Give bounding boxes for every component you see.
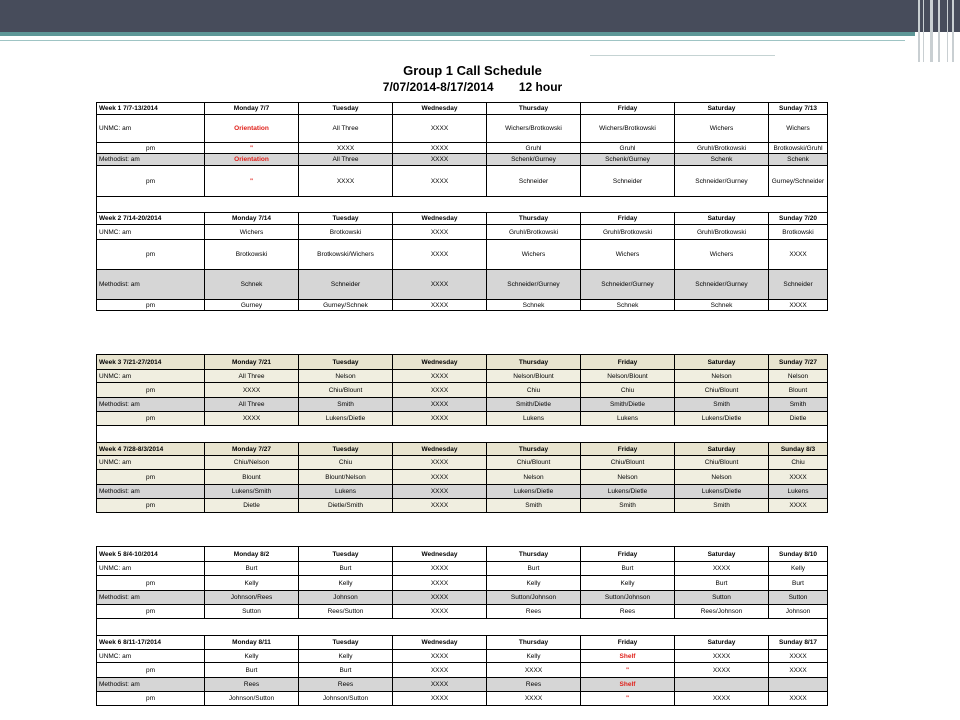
schedule-cell: Schneider/Gurney xyxy=(581,270,675,300)
schedule-cell: XXXX xyxy=(393,240,487,270)
row-label: Methodist: am xyxy=(97,154,205,166)
schedule-cell: XXXX xyxy=(769,650,828,663)
schedule-cell: Lukens xyxy=(299,485,393,499)
schedule-cell: XXXX xyxy=(393,678,487,692)
schedule-cell: Nelson/Blount xyxy=(487,370,581,383)
schedule-cell: Lukens xyxy=(769,485,828,499)
schedule-cell: XXXX xyxy=(675,663,769,678)
schedule-cell: XXXX xyxy=(393,499,487,513)
table-row xyxy=(97,576,828,591)
table-row xyxy=(97,562,828,576)
separator-row xyxy=(97,197,828,213)
column-header: Thursday xyxy=(487,547,581,562)
row-label: Week 6 8/11-17/2014 xyxy=(97,636,205,650)
schedule-cell: Shelf xyxy=(581,678,675,692)
schedule-cell: Gruhl/Brotkowski xyxy=(487,225,581,240)
table-row xyxy=(97,485,828,499)
column-header: Friday xyxy=(581,103,675,115)
column-header: Sunday 8/10 xyxy=(769,547,828,562)
schedule-cell: Smith xyxy=(581,499,675,513)
schedule-cell: XXXX xyxy=(769,663,828,678)
schedule-cell: Rees xyxy=(205,678,299,692)
row-label: pm xyxy=(97,576,205,591)
table-row xyxy=(97,103,828,115)
schedule-cell: Wichers xyxy=(675,115,769,143)
schedule-cell xyxy=(769,678,828,692)
schedule-cell: Kelly xyxy=(769,562,828,576)
schedule-cell: Chiu/Blount xyxy=(675,456,769,470)
row-label: pm xyxy=(97,240,205,270)
schedule-cell: XXXX xyxy=(393,562,487,576)
column-header: Saturday xyxy=(675,443,769,456)
schedule-cell: XXXX xyxy=(675,692,769,706)
table-row xyxy=(97,412,828,426)
column-header: Thursday xyxy=(487,636,581,650)
column-header: Saturday xyxy=(675,636,769,650)
column-header: Saturday xyxy=(675,213,769,225)
table-row xyxy=(97,547,828,562)
row-label: pm xyxy=(97,663,205,678)
schedule-cell: Sutton/Johnson xyxy=(581,591,675,605)
schedule-cell: Schneider xyxy=(769,270,828,300)
row-label: pm xyxy=(97,383,205,398)
schedule-cell: Schnek xyxy=(581,300,675,311)
schedule-cell: Smith xyxy=(487,499,581,513)
schedule-cell: XXXX xyxy=(393,398,487,412)
schedule-cell: Nelson xyxy=(769,370,828,383)
column-header: Saturday xyxy=(675,355,769,370)
schedule-cell: Schneider/Gurney xyxy=(675,166,769,197)
row-label: UNMC: am xyxy=(97,115,205,143)
schedule-cell: Rees xyxy=(299,678,393,692)
row-label: pm xyxy=(97,412,205,426)
schedule-cell: Brotkowski xyxy=(769,225,828,240)
schedule-cell: XXXX xyxy=(487,663,581,678)
schedule-cell: Nelson xyxy=(581,470,675,485)
schedule-cell: XXXX xyxy=(205,383,299,398)
schedule-cell: Lukens xyxy=(487,412,581,426)
schedule-cell: Burt xyxy=(299,663,393,678)
table-row xyxy=(97,383,828,398)
column-header: Monday 7/7 xyxy=(205,103,299,115)
schedule-cell: Nelson xyxy=(487,470,581,485)
schedule-cell: Gruhl/Brotkowski xyxy=(675,143,769,154)
schedule-cell: Schneider/Gurney xyxy=(487,270,581,300)
schedule-cell xyxy=(675,678,769,692)
schedule-cell: Gruhl xyxy=(487,143,581,154)
shift-hours: 12 hour xyxy=(518,80,563,94)
schedule-cell: XXXX xyxy=(393,692,487,706)
schedule-cell: Johnson/Rees xyxy=(205,591,299,605)
row-label: Methodist: am xyxy=(97,591,205,605)
schedule-cell: Smith/Dietle xyxy=(581,398,675,412)
row-label: Week 2 7/14-20/2014 xyxy=(97,213,205,225)
schedule-cell: Sutton xyxy=(205,605,299,619)
schedule-cell: XXXX xyxy=(205,412,299,426)
column-header: Wednesday xyxy=(393,355,487,370)
schedule-cell: XXXX xyxy=(393,663,487,678)
column-header: Saturday xyxy=(675,547,769,562)
schedule-cell: Wichers xyxy=(205,225,299,240)
decor-line xyxy=(947,0,948,62)
schedule-cell: Gurney xyxy=(205,300,299,311)
table-row xyxy=(97,636,828,650)
column-header: Wednesday xyxy=(393,443,487,456)
column-header: Thursday xyxy=(487,355,581,370)
column-header: Tuesday xyxy=(299,103,393,115)
schedule-cell: Chiu/Nelson xyxy=(205,456,299,470)
table-row xyxy=(97,398,828,412)
table-row xyxy=(97,370,828,383)
schedule-cell: All Three xyxy=(299,115,393,143)
column-header: Tuesday xyxy=(299,355,393,370)
column-header: Wednesday xyxy=(393,636,487,650)
schedule-cell: All Three xyxy=(205,398,299,412)
schedule-cell: Lukens/Smith xyxy=(205,485,299,499)
decor-line xyxy=(938,0,940,62)
schedule-cell: Orientation xyxy=(205,154,299,166)
decor-line xyxy=(918,0,920,62)
column-header: Tuesday xyxy=(299,213,393,225)
schedule-header xyxy=(0,62,945,95)
schedule-cell: XXXX xyxy=(393,650,487,663)
decor-line xyxy=(930,0,933,62)
schedule-cell: Chiu xyxy=(769,456,828,470)
schedule-cell: XXXX xyxy=(393,154,487,166)
schedule-cell: Wichers xyxy=(487,240,581,270)
schedule-cell: Chiu xyxy=(581,383,675,398)
schedule-cell: Rees xyxy=(487,605,581,619)
schedule-cell: Schneider xyxy=(487,166,581,197)
table-row xyxy=(97,605,828,619)
schedule-cell: Sutton xyxy=(769,591,828,605)
column-header: Tuesday xyxy=(299,443,393,456)
schedule-cell: Lukens/Dietle xyxy=(675,412,769,426)
schedule-cell: " xyxy=(581,692,675,706)
schedule-cell: XXXX xyxy=(299,143,393,154)
schedule-cell: All Three xyxy=(205,370,299,383)
schedule-cell: XXXX xyxy=(769,240,828,270)
column-header: Sunday 8/17 xyxy=(769,636,828,650)
schedule-cell: Chiu xyxy=(299,456,393,470)
schedule-cell: Johnson xyxy=(769,605,828,619)
schedule-cell: Johnson/Sutton xyxy=(299,692,393,706)
table-row xyxy=(97,213,828,225)
table-row xyxy=(97,355,828,370)
schedule-cell: Burt xyxy=(205,562,299,576)
table-row xyxy=(97,270,828,300)
schedule-cell: XXXX xyxy=(393,383,487,398)
separator-row xyxy=(97,426,828,443)
column-header: Monday 7/14 xyxy=(205,213,299,225)
schedule-cell: Rees xyxy=(487,678,581,692)
schedule-cell: Wichers/Brotkowski xyxy=(581,115,675,143)
table-row xyxy=(97,678,828,692)
schedule-cell: XXXX xyxy=(393,370,487,383)
column-header: Friday xyxy=(581,355,675,370)
schedule-cell: Nelson xyxy=(299,370,393,383)
schedule-cell: XXXX xyxy=(393,300,487,311)
table-row xyxy=(97,443,828,456)
schedule-cell: Schnek xyxy=(205,270,299,300)
table-row xyxy=(97,692,828,706)
row-label: pm xyxy=(97,143,205,154)
column-header: Sunday 7/13 xyxy=(769,103,828,115)
schedule-cell: All Three xyxy=(299,154,393,166)
decor-line xyxy=(952,0,954,62)
table-row xyxy=(97,499,828,513)
table-row xyxy=(97,663,828,678)
schedule-table-weeks-1-2 xyxy=(96,102,828,311)
schedule-cell: Schneider/Gurney xyxy=(675,270,769,300)
row-label: Methodist: am xyxy=(97,270,205,300)
schedule-cell: Kelly xyxy=(581,576,675,591)
schedule-cell: Wichers xyxy=(675,240,769,270)
row-label: Week 4 7/28-8/3/2014 xyxy=(97,443,205,456)
schedule-cell: Chiu/Blount xyxy=(299,383,393,398)
schedule-cell: Burt xyxy=(205,663,299,678)
row-label: UNMC: am xyxy=(97,650,205,663)
schedule-cell: XXXX xyxy=(487,692,581,706)
schedule-cell: Blount xyxy=(769,383,828,398)
schedule-cell: Chiu/Blount xyxy=(675,383,769,398)
schedule-cell: Dietle xyxy=(769,412,828,426)
separator-cell xyxy=(97,426,828,443)
table-row xyxy=(97,115,828,143)
schedule-cell: Burt xyxy=(299,562,393,576)
schedule-cell: Sutton/Johnson xyxy=(487,591,581,605)
schedule-cell: Johnson/Sutton xyxy=(205,692,299,706)
column-header: Thursday xyxy=(487,103,581,115)
schedule-cell: Burt xyxy=(581,562,675,576)
schedule-cell: Dietle/Smith xyxy=(299,499,393,513)
table-row xyxy=(97,225,828,240)
row-label: pm xyxy=(97,499,205,513)
schedule-cell: Schenk/Gurney xyxy=(581,154,675,166)
schedule-cell: Kelly xyxy=(205,576,299,591)
schedule-cell: XXXX xyxy=(393,270,487,300)
column-header: Sunday 7/27 xyxy=(769,355,828,370)
schedule-cell: XXXX xyxy=(393,456,487,470)
schedule-cell: Blount/Nelson xyxy=(299,470,393,485)
schedule-cell: XXXX xyxy=(393,470,487,485)
schedule-cell: Schenk xyxy=(769,154,828,166)
schedule-cell: XXXX xyxy=(769,470,828,485)
schedule-cell: XXXX xyxy=(769,300,828,311)
table-row xyxy=(97,591,828,605)
schedule-cell: Kelly xyxy=(487,650,581,663)
schedule-cell: Schneider xyxy=(581,166,675,197)
schedule-cell: Burt xyxy=(675,576,769,591)
schedule-cell: XXXX xyxy=(675,562,769,576)
column-header: Wednesday xyxy=(393,213,487,225)
column-header: Sunday 7/20 xyxy=(769,213,828,225)
schedule-cell: Chiu/Blount xyxy=(581,456,675,470)
schedule-cell: Lukens/Dietle xyxy=(675,485,769,499)
decor-rule xyxy=(590,55,775,56)
schedule-cell: Smith xyxy=(675,499,769,513)
column-header: Friday xyxy=(581,547,675,562)
schedule-cell: XXXX xyxy=(769,499,828,513)
table-row xyxy=(97,166,828,197)
column-header: Wednesday xyxy=(393,103,487,115)
column-header: Sunday 8/3 xyxy=(769,443,828,456)
schedule-cell: Nelson xyxy=(675,370,769,383)
row-label: UNMC: am xyxy=(97,456,205,470)
column-header: Saturday xyxy=(675,103,769,115)
schedule-cell: Rees xyxy=(581,605,675,619)
column-header: Monday 7/27 xyxy=(205,443,299,456)
column-header: Friday xyxy=(581,213,675,225)
row-label: pm xyxy=(97,605,205,619)
schedule-cell: " xyxy=(581,663,675,678)
schedule-cell: XXXX xyxy=(393,115,487,143)
table-row xyxy=(97,456,828,470)
schedule-cell: Rees/Johnson xyxy=(675,605,769,619)
table-row xyxy=(97,300,828,311)
schedule-cell: Kelly xyxy=(299,650,393,663)
schedule-cell: Burt xyxy=(487,562,581,576)
column-header: Tuesday xyxy=(299,547,393,562)
schedule-cell: " xyxy=(205,143,299,154)
page-subtitle xyxy=(0,79,945,95)
schedule-cell: XXXX xyxy=(393,166,487,197)
schedule-cell: Schnek xyxy=(675,300,769,311)
schedule-cell: Gruhl xyxy=(581,143,675,154)
row-label: pm xyxy=(97,166,205,197)
column-header: Thursday xyxy=(487,443,581,456)
schedule-cell: XXXX xyxy=(393,485,487,499)
schedule-cell: Schenk xyxy=(675,154,769,166)
schedule-cell: Wichers xyxy=(769,115,828,143)
row-label: Methodist: am xyxy=(97,678,205,692)
schedule-cell: Chiu xyxy=(487,383,581,398)
schedule-cell: Gurney/Schneider xyxy=(769,166,828,197)
schedule-table-weeks-5-6 xyxy=(96,546,828,706)
table-row xyxy=(97,143,828,154)
schedule-cell: Brotkowski xyxy=(299,225,393,240)
schedule-cell: Lukens xyxy=(581,412,675,426)
row-label: pm xyxy=(97,470,205,485)
schedule-cell: Gurney/Schnek xyxy=(299,300,393,311)
schedule-cell: Gruhl/Brotkowski xyxy=(581,225,675,240)
schedule-cell: Blount xyxy=(205,470,299,485)
separator-cell xyxy=(97,197,828,213)
table-row xyxy=(97,650,828,663)
column-header: Monday 8/11 xyxy=(205,636,299,650)
schedule-cell: XXXX xyxy=(393,225,487,240)
row-label: pm xyxy=(97,300,205,311)
schedule-cell: Rees/Sutton xyxy=(299,605,393,619)
schedule-cell: Smith xyxy=(299,398,393,412)
table-row xyxy=(97,240,828,270)
column-header: Friday xyxy=(581,636,675,650)
schedule-cell: Brotkowski xyxy=(205,240,299,270)
schedule-cell: XXXX xyxy=(769,692,828,706)
schedule-cell: Smith/Dietle xyxy=(487,398,581,412)
schedule-cell: Kelly xyxy=(205,650,299,663)
separator-row xyxy=(97,619,828,636)
schedule-cell: Orientation xyxy=(205,115,299,143)
schedule-cell: Schneider xyxy=(299,270,393,300)
schedule-cell: " xyxy=(205,166,299,197)
row-label: UNMC: am xyxy=(97,370,205,383)
column-header: Friday xyxy=(581,443,675,456)
schedule-cell: XXXX xyxy=(675,650,769,663)
schedule-cell: Sutton xyxy=(675,591,769,605)
schedule-table-weeks-3-4 xyxy=(96,354,828,513)
schedule-cell: Lukens/Dietle xyxy=(581,485,675,499)
schedule-cell: Schnek xyxy=(487,300,581,311)
schedule-cell: Gruhl/Brotkowski xyxy=(675,225,769,240)
row-label: pm xyxy=(97,692,205,706)
table-row xyxy=(97,154,828,166)
schedule-cell: Nelson xyxy=(675,470,769,485)
row-label: Week 3 7/21-27/2014 xyxy=(97,355,205,370)
separator-cell xyxy=(97,619,828,636)
row-label: Methodist: am xyxy=(97,398,205,412)
schedule-cell: XXXX xyxy=(393,605,487,619)
schedule-cell: Schenk/Gurney xyxy=(487,154,581,166)
schedule-cell: Lukens/Dietle xyxy=(299,412,393,426)
schedule-cell: XXXX xyxy=(299,166,393,197)
schedule-cell: Shelf xyxy=(581,650,675,663)
schedule-cell: Brotkowski/Gruhl xyxy=(769,143,828,154)
schedule-cell: XXXX xyxy=(393,412,487,426)
schedule-cell: Chiu/Blount xyxy=(487,456,581,470)
decor-line xyxy=(923,0,924,62)
schedule-cell: XXXX xyxy=(393,591,487,605)
schedule-cell: Smith xyxy=(769,398,828,412)
schedule-cell: XXXX xyxy=(393,576,487,591)
schedule-cell: Dietle xyxy=(205,499,299,513)
page-title: Group 1 Call Schedule xyxy=(403,63,542,78)
column-header: Thursday xyxy=(487,213,581,225)
schedule-cell: Burt xyxy=(769,576,828,591)
column-header: Wednesday xyxy=(393,547,487,562)
schedule-cell: Kelly xyxy=(299,576,393,591)
date-range: 7/07/2014-8/17/2014 xyxy=(382,80,494,94)
column-header: Monday 7/21 xyxy=(205,355,299,370)
row-label: Week 5 8/4-10/2014 xyxy=(97,547,205,562)
schedule-cell: Kelly xyxy=(487,576,581,591)
row-label: UNMC: am xyxy=(97,562,205,576)
column-header: Monday 8/2 xyxy=(205,547,299,562)
schedule-cell: Wichers xyxy=(581,240,675,270)
column-header: Tuesday xyxy=(299,636,393,650)
schedule-cell: Brotkowski/Wichers xyxy=(299,240,393,270)
row-label: UNMC: am xyxy=(97,225,205,240)
schedule-cell: Johnson xyxy=(299,591,393,605)
slide-accent-stripe xyxy=(0,32,915,36)
schedule-cell: Nelson/Blount xyxy=(581,370,675,383)
slide-accent-line xyxy=(0,40,905,41)
schedule-cell: Lukens/Dietle xyxy=(487,485,581,499)
row-label: Week 1 7/7-13/2014 xyxy=(97,103,205,115)
schedule-cell: Smith xyxy=(675,398,769,412)
row-label: Methodist: am xyxy=(97,485,205,499)
schedule-cell: Wichers/Brotkowski xyxy=(487,115,581,143)
slide-top-bar xyxy=(0,0,960,32)
schedule-cell: XXXX xyxy=(393,143,487,154)
table-row xyxy=(97,470,828,485)
